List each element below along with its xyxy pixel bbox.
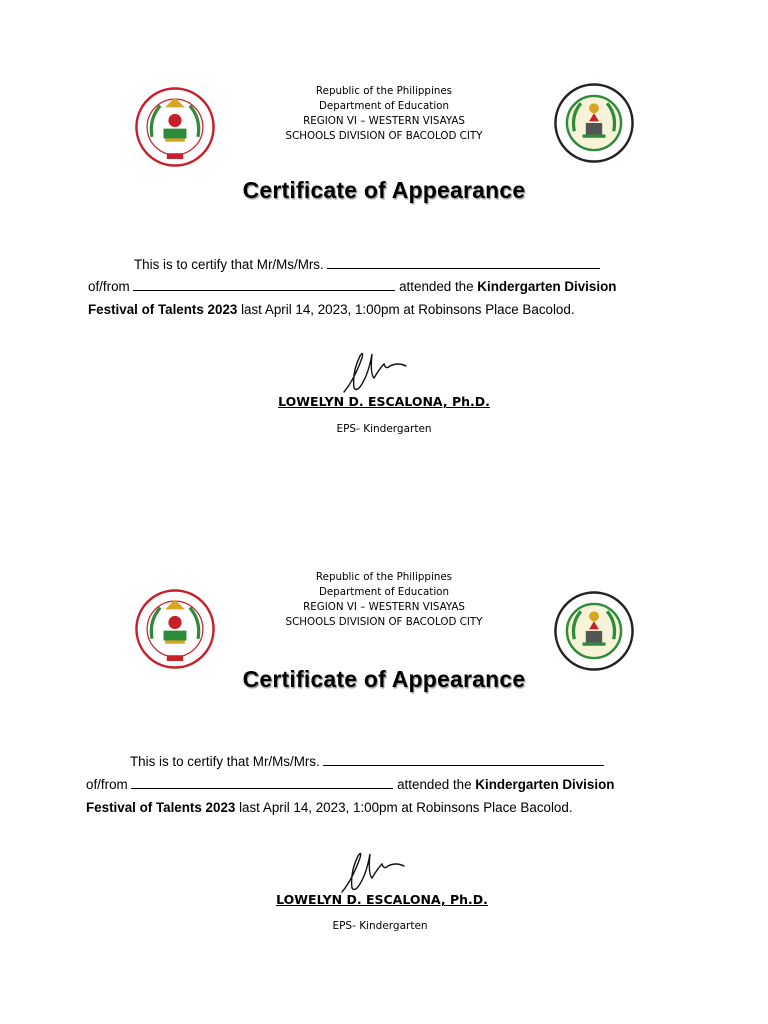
header-division: SCHOOLS DIVISION OF BACOLOD CITY (285, 130, 483, 142)
of-from-line (88, 276, 616, 299)
certify-text: This is to certify that Mr/Ms/Mrs. (130, 754, 324, 769)
deped-seal-icon (553, 590, 635, 672)
header-republic: Republic of the Philippines (315, 85, 453, 97)
signatory-position: EPS- Kindergarten (332, 920, 428, 932)
header-republic: Republic of the Philippines (315, 571, 453, 583)
signatory-name: LOWELYN D. ESCALONA, Ph.D. (278, 394, 490, 409)
signatory-position: EPS- Kindergarten (336, 423, 432, 435)
event-line (88, 299, 575, 322)
signature (338, 846, 408, 898)
school-blank (133, 279, 395, 291)
of-from-text: of/from (86, 777, 132, 792)
certificate-1 (0, 78, 768, 528)
header-department: Department of Education (318, 586, 450, 598)
header-department: Department of Education (318, 100, 450, 112)
name-blank (327, 257, 600, 269)
event-name-part2: Festival of Talents 2023 (88, 302, 238, 317)
of-from-text: of/from (88, 279, 134, 294)
certify-line (134, 254, 600, 277)
event-name-part1: Kindergarten Division (477, 279, 617, 294)
header-region: REGION VI – WESTERN VISAYAS (303, 601, 465, 613)
of-from-line (86, 774, 614, 797)
attended-text: attended the (395, 279, 478, 294)
signature (340, 346, 410, 398)
event-name-part2: Festival of Talents 2023 (86, 800, 236, 815)
event-line (86, 797, 573, 820)
agency-header (234, 84, 534, 144)
certificate-title: Certificate of Appearance (242, 666, 526, 692)
event-details: last April 14, 2023, 1:00pm at Robinsons Place Bacolod. (235, 800, 573, 815)
certify-text: This is to certify that Mr/Ms/Mrs. (134, 257, 328, 272)
attended-text: attended the (393, 777, 476, 792)
header-division: SCHOOLS DIVISION OF BACOLOD CITY (285, 616, 483, 628)
school-blank (131, 777, 393, 789)
certify-line (130, 751, 604, 774)
header-region: REGION VI – WESTERN VISAYAS (303, 115, 465, 127)
name-blank (323, 754, 604, 766)
event-name-part1: Kindergarten Division (475, 777, 615, 792)
event-details: last April 14, 2023, 1:00pm at Robinsons Place Bacolod. (237, 302, 575, 317)
signatory-name: LOWELYN D. ESCALONA, Ph.D. (276, 892, 488, 907)
certificate-2 (0, 564, 768, 1014)
certificate-title: Certificate of Appearance (242, 177, 526, 203)
agency-header (234, 570, 534, 630)
division-kindergarten-seal-icon (134, 86, 216, 168)
deped-seal-icon (553, 82, 635, 164)
division-kindergarten-seal-icon (134, 588, 216, 670)
